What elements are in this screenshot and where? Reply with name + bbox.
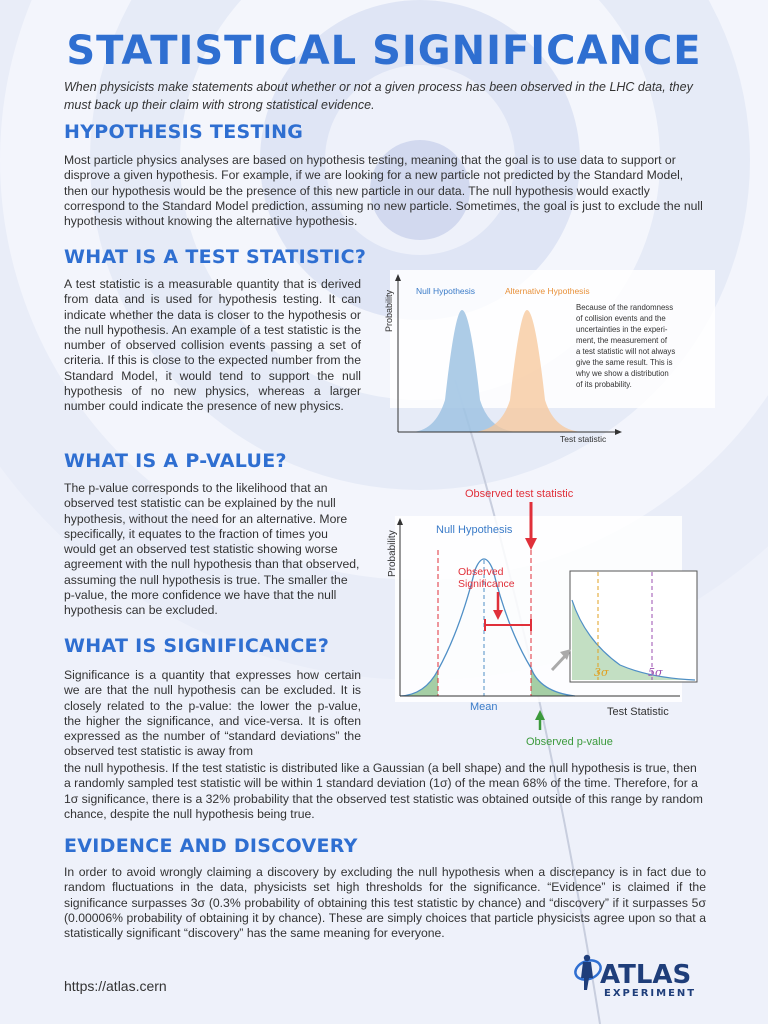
- heading-hypothesis-testing: HYPOTHESIS TESTING: [64, 121, 304, 143]
- figure2-y-label: Probability: [387, 530, 398, 577]
- observed-test-statistic-label: Observed test statistic: [465, 488, 574, 500]
- logo-main-text: ATLAS: [600, 960, 692, 990]
- sigma3-label: 3σ: [594, 666, 609, 679]
- heading-evidence-discovery: EVIDENCE AND DISCOVERY: [64, 835, 358, 857]
- figure1-y-label: Probability: [384, 289, 394, 332]
- figure1-alt-label: Alternative Hypothesis: [505, 286, 590, 296]
- significance-text-2: the null hypothesis. If the test statistic is distributed like a Gaussian (a bell shape) and the null hypothesis is true, then a randomly sampled test statistic will be within 1 standard deviation (1σ) of the mean 68% of the time. Therefore, for a 1σ significance, there is a 32% probability that the observed test statistic was obtained outside of this range by random chance, despite the null hypothesis being true.: [64, 761, 703, 821]
- svg-text:give the same result. This is: give the same result. This is: [576, 358, 673, 367]
- p-value-text: The p-value corresponds to the likelihood that an observed test statistic can be explained by the null hypothesis, without the need for an alternative. More specifically, it equates to the fraction of times you would get an observed test statistic showing worse agreement with the null hypothesis than that observed, assuming the null hypothesis is true. The smaller the p-value, the more confidence we have that the null hypothesis can be excluded.: [64, 481, 360, 618]
- heading-test-statistic: WHAT IS A TEST STATISTIC?: [64, 246, 367, 268]
- test-statistic-text: A test statistic is a measurable quantity that is derived from data and is used for hypothesis testing. It can indicate whether the data is closer to the hypothesis or the null hypothesis. An example of a test statistic is the number of observed collision events passing a set of criteria. If this is close to the expected number from the Standard Model, it would tend to support the null hypothesis of no new physics, whereas a larger number could indicate the presence of new physics.: [64, 277, 361, 414]
- svg-text:Because of the randomness: Because of the randomness: [576, 303, 674, 312]
- page-title: STATISTICAL SIGNIFICANCE: [66, 28, 702, 74]
- svg-text:why we show a distribution: why we show a distribution: [576, 369, 669, 378]
- atlas-logo: [574, 950, 704, 1000]
- figure2-x-label: Test Statistic: [607, 706, 669, 718]
- figure-hypothesis-distributions: [380, 270, 720, 448]
- significance-label-1: Observed: [458, 566, 504, 578]
- hypothesis-text: Most particle physics analyses are based on hypothesis testing, meaning that the goal is to use data to support or disprove a given hypothesis. For example, if we are looking for a new particle not predicted by the Standard Model, then our hypothesis would be the presence of this new particle in our data. The null hypothesis would exactly correspond to the Standard Model prediction, assuming no new particle. Sometimes, the goal is just to exclude the null hypothesis without knowing the alternative hypothesis.: [64, 153, 703, 229]
- figure1-null-label: Null Hypothesis: [416, 286, 476, 296]
- discovery-text: In order to avoid wrongly claiming a discovery by excluding the null hypothesis when a discrepancy is in fact due to random fluctuations in the data, physicists set high thresholds for the significance. “Evidence” is claimed if the significance surpasses 3σ (0.3% probability of obtaining this test statistic by chance) and “discovery” if it surpasses 5σ (0.00006% probability of obtaining it by chance). These are simply choices that particle physicists agree upon so that a statistically significant “discovery” has the same meaning for everyone.: [64, 865, 706, 941]
- significance-label-2: Significance: [458, 578, 515, 590]
- heading-p-value: WHAT IS A P-VALUE?: [64, 450, 287, 472]
- observed-p-value-label: Observed p-value: [526, 736, 613, 748]
- intro-text: When physicists make statements about whether or not a given process has been observed in the LHC data, they must back up their claim with strong statistical evidence.: [64, 80, 693, 112]
- svg-text:ment, the measurement of: ment, the measurement of: [576, 336, 668, 345]
- figure2-null-label: Null Hypothesis: [436, 524, 513, 536]
- sigma5-label: 5σ: [648, 666, 663, 679]
- logo-sub-text: EXPERIMENT: [604, 988, 697, 999]
- svg-text:of its probability.: of its probability.: [576, 380, 632, 389]
- figure-p-value: [380, 480, 720, 755]
- footer-url[interactable]: https://atlas.cern: [64, 978, 167, 994]
- significance-text-1: Significance is a quantity that expresses how certain we are that the null hypothesis can be excluded. It is closely related to the p-value: the lower the p-value, the higher the significance, and vice-versa. It is often expressed as the number of “standard deviations” the observed test statistic is away from: [64, 668, 361, 759]
- svg-text:uncertainties in the experi-: uncertainties in the experi-: [576, 325, 668, 334]
- mean-label: Mean: [470, 701, 498, 713]
- svg-text:a test statistic will not alwa: a test statistic will not always: [576, 347, 676, 356]
- svg-text:of collision events and the: of collision events and the: [576, 314, 666, 323]
- figure1-x-label: Test statistic: [560, 434, 607, 444]
- heading-significance: WHAT IS SIGNIFICANCE?: [64, 635, 330, 657]
